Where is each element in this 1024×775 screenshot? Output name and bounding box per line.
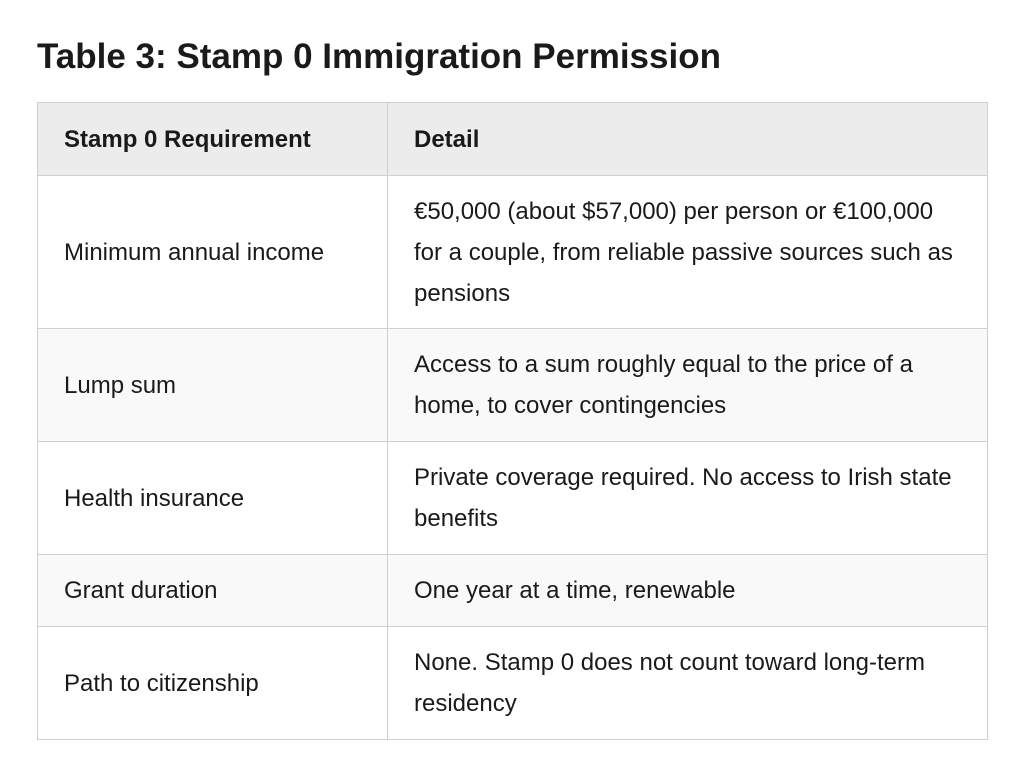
cell-detail: One year at a time, renewable	[388, 555, 988, 627]
table-header-row	[38, 103, 988, 176]
column-header-detail: Detail	[388, 103, 988, 176]
requirements-table-container	[37, 102, 987, 740]
table-row	[38, 442, 988, 555]
cell-requirement: Lump sum	[38, 329, 388, 442]
cell-requirement: Grant duration	[38, 555, 388, 627]
requirements-table	[37, 102, 988, 740]
table-row	[38, 176, 988, 329]
cell-detail: Access to a sum roughly equal to the price of a home, to cover contingencies	[388, 329, 988, 442]
cell-detail: Private coverage required. No access to Irish state benefits	[388, 442, 988, 555]
cell-requirement: Minimum annual income	[38, 176, 388, 329]
column-header-requirement: Stamp 0 Requirement	[38, 103, 388, 176]
table-title: Table 3: Stamp 0 Immigration Permission	[37, 37, 721, 76]
cell-detail: None. Stamp 0 does not count toward long-term residency	[388, 627, 988, 740]
table-row	[38, 329, 988, 442]
cell-detail: €50,000 (about $57,000) per person or €100,000 for a couple, from reliable passive sources such as pensions	[388, 176, 988, 329]
cell-requirement: Path to citizenship	[38, 627, 388, 740]
cell-requirement: Health insurance	[38, 442, 388, 555]
table-row	[38, 555, 988, 627]
table-row	[38, 627, 988, 740]
